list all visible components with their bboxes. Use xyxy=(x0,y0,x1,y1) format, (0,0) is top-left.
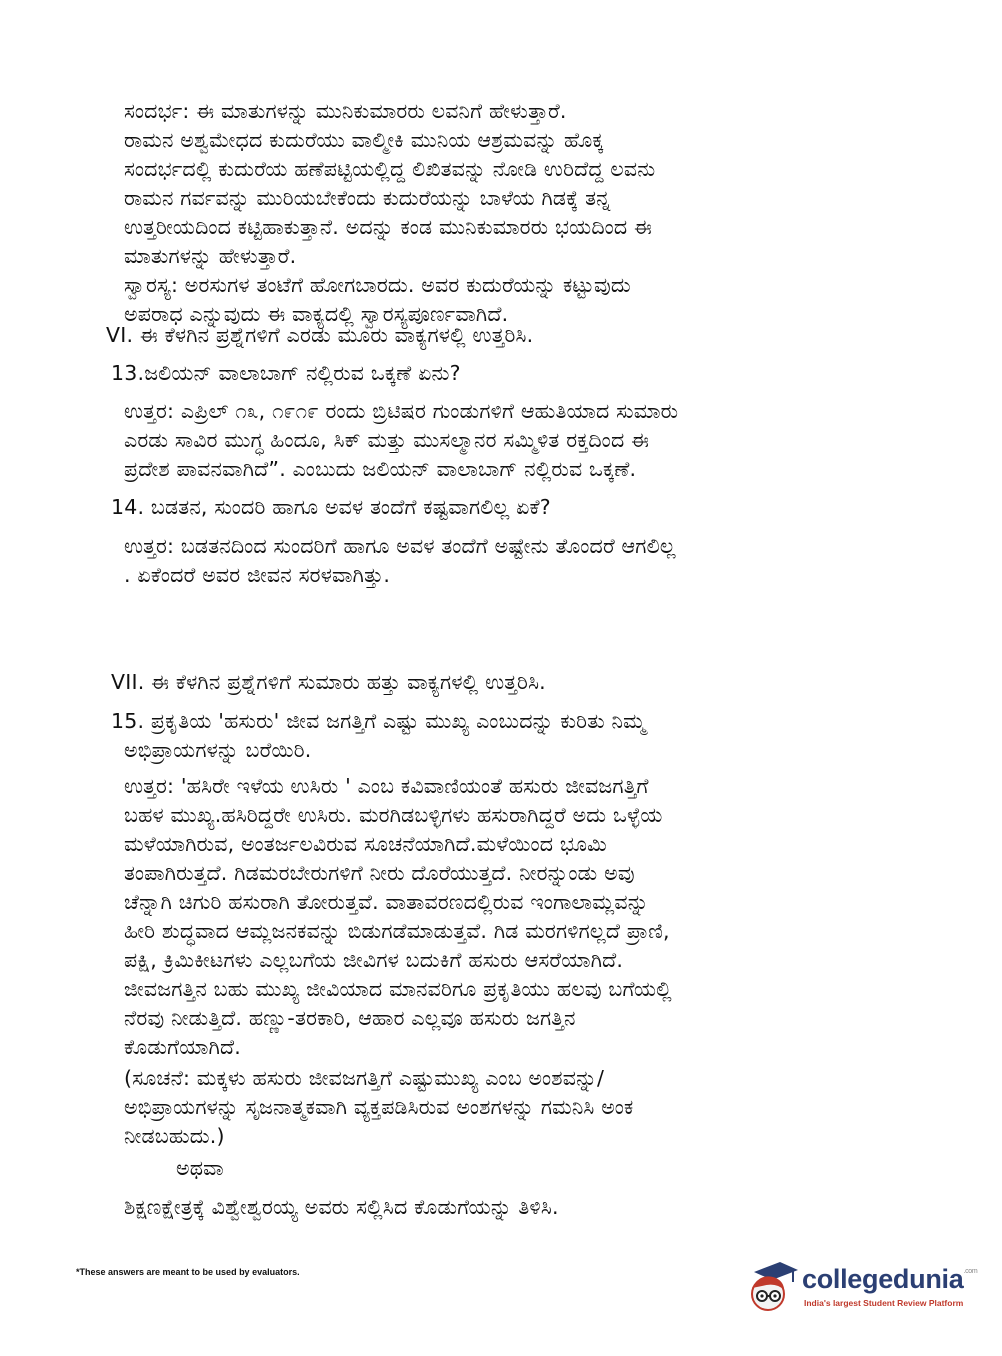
context-block xyxy=(0,97,1002,329)
context-line: ಸ್ವಾರಸ್ಯ: ಅರಸುಗಳ ತಂಟೆಗೆ ಹೋಗಬಾರದು. ಅವರ ಕುದುರೆಯನ್ನು ಕಟ್ಟುವುದು xyxy=(124,273,631,297)
q14-answer xyxy=(0,532,1002,590)
answer-line: ಉತ್ತರ: 'ಹಸಿರೇ ಇಳೆಯ ಉಸಿರು ' ಎಂಬ ಕವಿವಾಣಿಯಂತೆ ಹಸುರು ಜೀವಜಗತ್ತಿಗೆ xyxy=(124,774,649,798)
answer-line: ಹೀರಿ ಶುದ್ಧವಾದ ಆಮ್ಲಜನಕವನ್ನು ಬಿಡುಗಡೆಮಾಡುತ್ತವೆ. ಗಿಡ ಮರಗಳಿಗಲ್ಲದೆ ಪ್ರಾಣಿ, xyxy=(124,919,670,943)
q14-question: 14. ಬಡತನ, ಸುಂದರಿ ಹಾಗೂ ಅವಳ ತಂದೆಗೆ ಕಷ್ಟವಾಗಲಿಲ್ಲ ಏಕೆ? xyxy=(111,495,551,519)
context-line: ರಾಮನ ಗರ್ವವನ್ನು ಮುರಿಯಬೇಕೆಂದು ಕುದುರೆಯನ್ನು ಬಾಳೆಯ ಗಿಡಕ್ಕೆ ತನ್ನ xyxy=(124,186,611,210)
context-line: ಉತ್ತರೀಯದಿಂದ ಕಟ್ಟಿಹಾಕುತ್ತಾನೆ. ಅದನ್ನು ಕಂಡ ಮುನಿಕುಮಾರರು ಭಯದಿಂದ ಈ xyxy=(124,215,653,239)
answer-line: ಪಕ್ಷಿ, ಕ್ರಿಮಿಕೀಟಗಳು ಎಲ್ಲಬಗೆಯ ಜೀವಿಗಳ ಬದುಕಿಗೆ ಹಸುರು ಆಸರೆಯಾಗಿದೆ. xyxy=(124,948,624,972)
answer-line: ಪ್ರದೇಶ ಪಾವನವಾಗಿದೆ”. ಎಂಬುದು ಜಲಿಯನ್ ವಾಲಾಬಾಗ್ ನಲ್ಲಿರುವ ಒಕ್ಕಣೆ. xyxy=(124,457,637,481)
context-line: ಅಪರಾಧ ಎನ್ನುವುದು ಈ ವಾಕ್ಯದಲ್ಲಿ ಸ್ವಾರಸ್ಯಪೂರ್ಣವಾಗಿದೆ. xyxy=(124,302,509,326)
logo-tagline: India's largest Student Review Platform xyxy=(804,1298,964,1308)
q13-answer xyxy=(0,397,1002,484)
answer-line: ಚೆನ್ನಾಗಿ ಚಿಗುರಿ ಹಸುರಾಗಿ ತೋರುತ್ತವೆ. ವಾತಾವರಣದಲ್ಲಿರುವ ಇಂಗಾಲಾಮ್ಲವನ್ನು xyxy=(124,890,649,914)
answer-line: ಉತ್ತರ: ಎಪ್ರಿಲ್ ೧೩, ೧೯೧೯ ರಂದು ಬ್ರಿಟಿಷರ ಗುಂಡುಗಳಿಗೆ ಆಹುತಿಯಾದ ಸುಮಾರು xyxy=(124,399,679,423)
question-line: 15. ಪ್ರಕೃತಿಯ 'ಹಸುರು' ಜೀವ ಜಗತ್ತಿಗೆ ಎಷ್ಟು ಮುಖ್ಯ ಎಂಬುದನ್ನು ಕುರಿತು ನಿಮ್ಮ xyxy=(111,709,646,733)
answer-line: ಎರಡು ಸಾವಿರ ಮುಗ್ಧ ಹಿಂದೂ, ಸಿಕ್ ಮತ್ತು ಮುಸಲ್ಮಾನರ ಸಮ್ಮಿಳಿತ ರಕ್ತದಿಂದ ಈ xyxy=(124,428,650,452)
answer-line: ಮಳೆಯಾಗಿರುವ, ಅಂತರ್ಜಲವಿರುವ ಸೂಚನೆಯಾಗಿದೆ.ಮಳೆಯಿಂದ ಭೂಮಿ xyxy=(124,832,607,856)
answer-line: ಉತ್ತರ: ಬಡತನದಿಂದ ಸುಂದರಿಗೆ ಹಾಗೂ ಅವಳ ತಂದೆಗೆ ಅಷ್ಟೇನು ತೊಂದರೆ ಆಗಲಿಲ್ಲ xyxy=(124,534,676,558)
answer-line: ಕೊಡುಗೆಯಾಗಿದೆ. xyxy=(124,1035,241,1059)
section-vii-heading: VII. ಈ ಕೆಳಗಿನ ಪ್ರಶ್ನೆಗಳಿಗೆ ಸುಮಾರು ಹತ್ತು ವಾಕ್ಯಗಳಲ್ಲಿ ಉತ್ತರಿಸಿ. xyxy=(111,670,546,694)
question-line: ಅಭಿಪ್ರಾಯಗಳನ್ನು ಬರೆಯಿರಿ. xyxy=(124,738,312,762)
q15-question xyxy=(0,707,1002,765)
answer-line: ಜೀವಜಗತ್ತಿನ ಬಹು ಮುಖ್ಯ ಜೀವಿಯಾದ ಮಾನವರಿಗೂ ಪ್ರಕೃತಿಯು ಹಲವು ಬಗೆಯಲ್ಲಿ xyxy=(124,977,672,1001)
answer-line: . ಏಕೆಂದರೆ ಅವರ ಜೀವನ ಸರಳವಾಗಿತ್ತು. xyxy=(124,563,391,587)
context-line: ಸಂದರ್ಭ: ಈ ಮಾತುಗಳನ್ನು ಮುನಿಕುಮಾರರು ಲವನಿಗೆ ಹೇಳುತ್ತಾರೆ. xyxy=(124,99,567,123)
collegedunia-logo xyxy=(740,1258,978,1320)
context-line: ರಾಮನ ಅಶ್ವಮೇಧದ ಕುದುರೆಯು ವಾಲ್ಮೀಕಿ ಮುನಿಯ ಆಶ್ರಮವನ್ನು ಹೊಕ್ಕ xyxy=(124,128,604,152)
note-line: ಅಭಿಪ್ರಾಯಗಳನ್ನು ಸೃಜನಾತ್ಮಕವಾಗಿ ವ್ಯಕ್ತಪಡಿಸಿರುವ ಅಂಶಗಳನ್ನು ಗಮನಿಸಿ ಅಂಕ xyxy=(124,1095,634,1119)
mascot-icon xyxy=(740,1258,800,1320)
section-vi-heading: VI. ಈ ಕೆಳಗಿನ ಪ್ರಶ್ನೆಗಳಿಗೆ ಎರಡು ಮೂರು ವಾಕ್ಯಗಳಲ್ಲಿ ಉತ್ತರಿಸಿ. xyxy=(106,323,534,347)
q13-question: 13.ಜಲಿಯನ್ ವಾಲಾಬಾಗ್ ನಲ್ಲಿರುವ ಒಕ್ಕಣೆ ಏನು? xyxy=(111,361,461,385)
answer-line: ನೆರವು ನೀಡುತ್ತಿದೆ. ಹಣ್ಣು-ತರಕಾರಿ, ಆಹಾರ ಎಲ್ಲವೂ ಹಸುರು ಜಗತ್ತಿನ xyxy=(124,1006,576,1030)
or-label: ಅಥವಾ xyxy=(176,1156,224,1180)
alt-question: ಶಿಕ್ಷಣಕ್ಷೇತ್ರಕ್ಕೆ ವಿಶ್ವೇಶ್ವರಯ್ಯ ಅವರು ಸಲ್ಲಿಸಿದ ಕೊಡುಗೆಯನ್ನು ತಿಳಿಸಿ. xyxy=(124,1195,559,1219)
footer-note: *These answers are meant to be used by evaluators. xyxy=(76,1267,300,1277)
context-line: ಸಂದರ್ಭದಲ್ಲಿ ಕುದುರೆಯ ಹಣೆಪಟ್ಟಿಯಲ್ಲಿದ್ದ ಲಿಖಿತವನ್ನು ನೋಡಿ ಉರಿದೆದ್ದ ಲವನು xyxy=(124,157,656,181)
logo-suffix: .com xyxy=(963,1268,978,1275)
note-line: ನೀಡಬಹುದು.) xyxy=(124,1124,225,1148)
note-line: (ಸೂಚನೆ: ಮಕ್ಕಳು ಹಸುರು ಜೀವಜಗತ್ತಿಗೆ ಎಷ್ಟುಮುಖ್ಯ ಎಂಬ ಅಂಶವನ್ನು/ xyxy=(124,1066,605,1090)
logo-wordmark xyxy=(802,1264,977,1295)
answer-line: ತಂಪಾಗಿರುತ್ತದೆ. ಗಿಡಮರಬೇರುಗಳಿಗೆ ನೀರು ದೊರೆಯುತ್ತದೆ. ನೀರನ್ನುಂಡು ಅವು xyxy=(124,861,635,885)
answer-line: ಬಹಳ ಮುಖ್ಯ.ಹಸಿರಿದ್ದರೇ ಉಸಿರು. ಮರಗಿಡಬಳ್ಳಿಗಳು ಹಸುರಾಗಿದ್ದರೆ ಅದು ಒಳ್ಳೆಯ xyxy=(124,803,663,827)
q15-answer xyxy=(0,772,1002,1062)
logo-name: collegedunia xyxy=(802,1264,964,1294)
q15-note xyxy=(0,1064,1002,1151)
context-line: ಮಾತುಗಳನ್ನು ಹೇಳುತ್ತಾರೆ. xyxy=(124,244,297,268)
